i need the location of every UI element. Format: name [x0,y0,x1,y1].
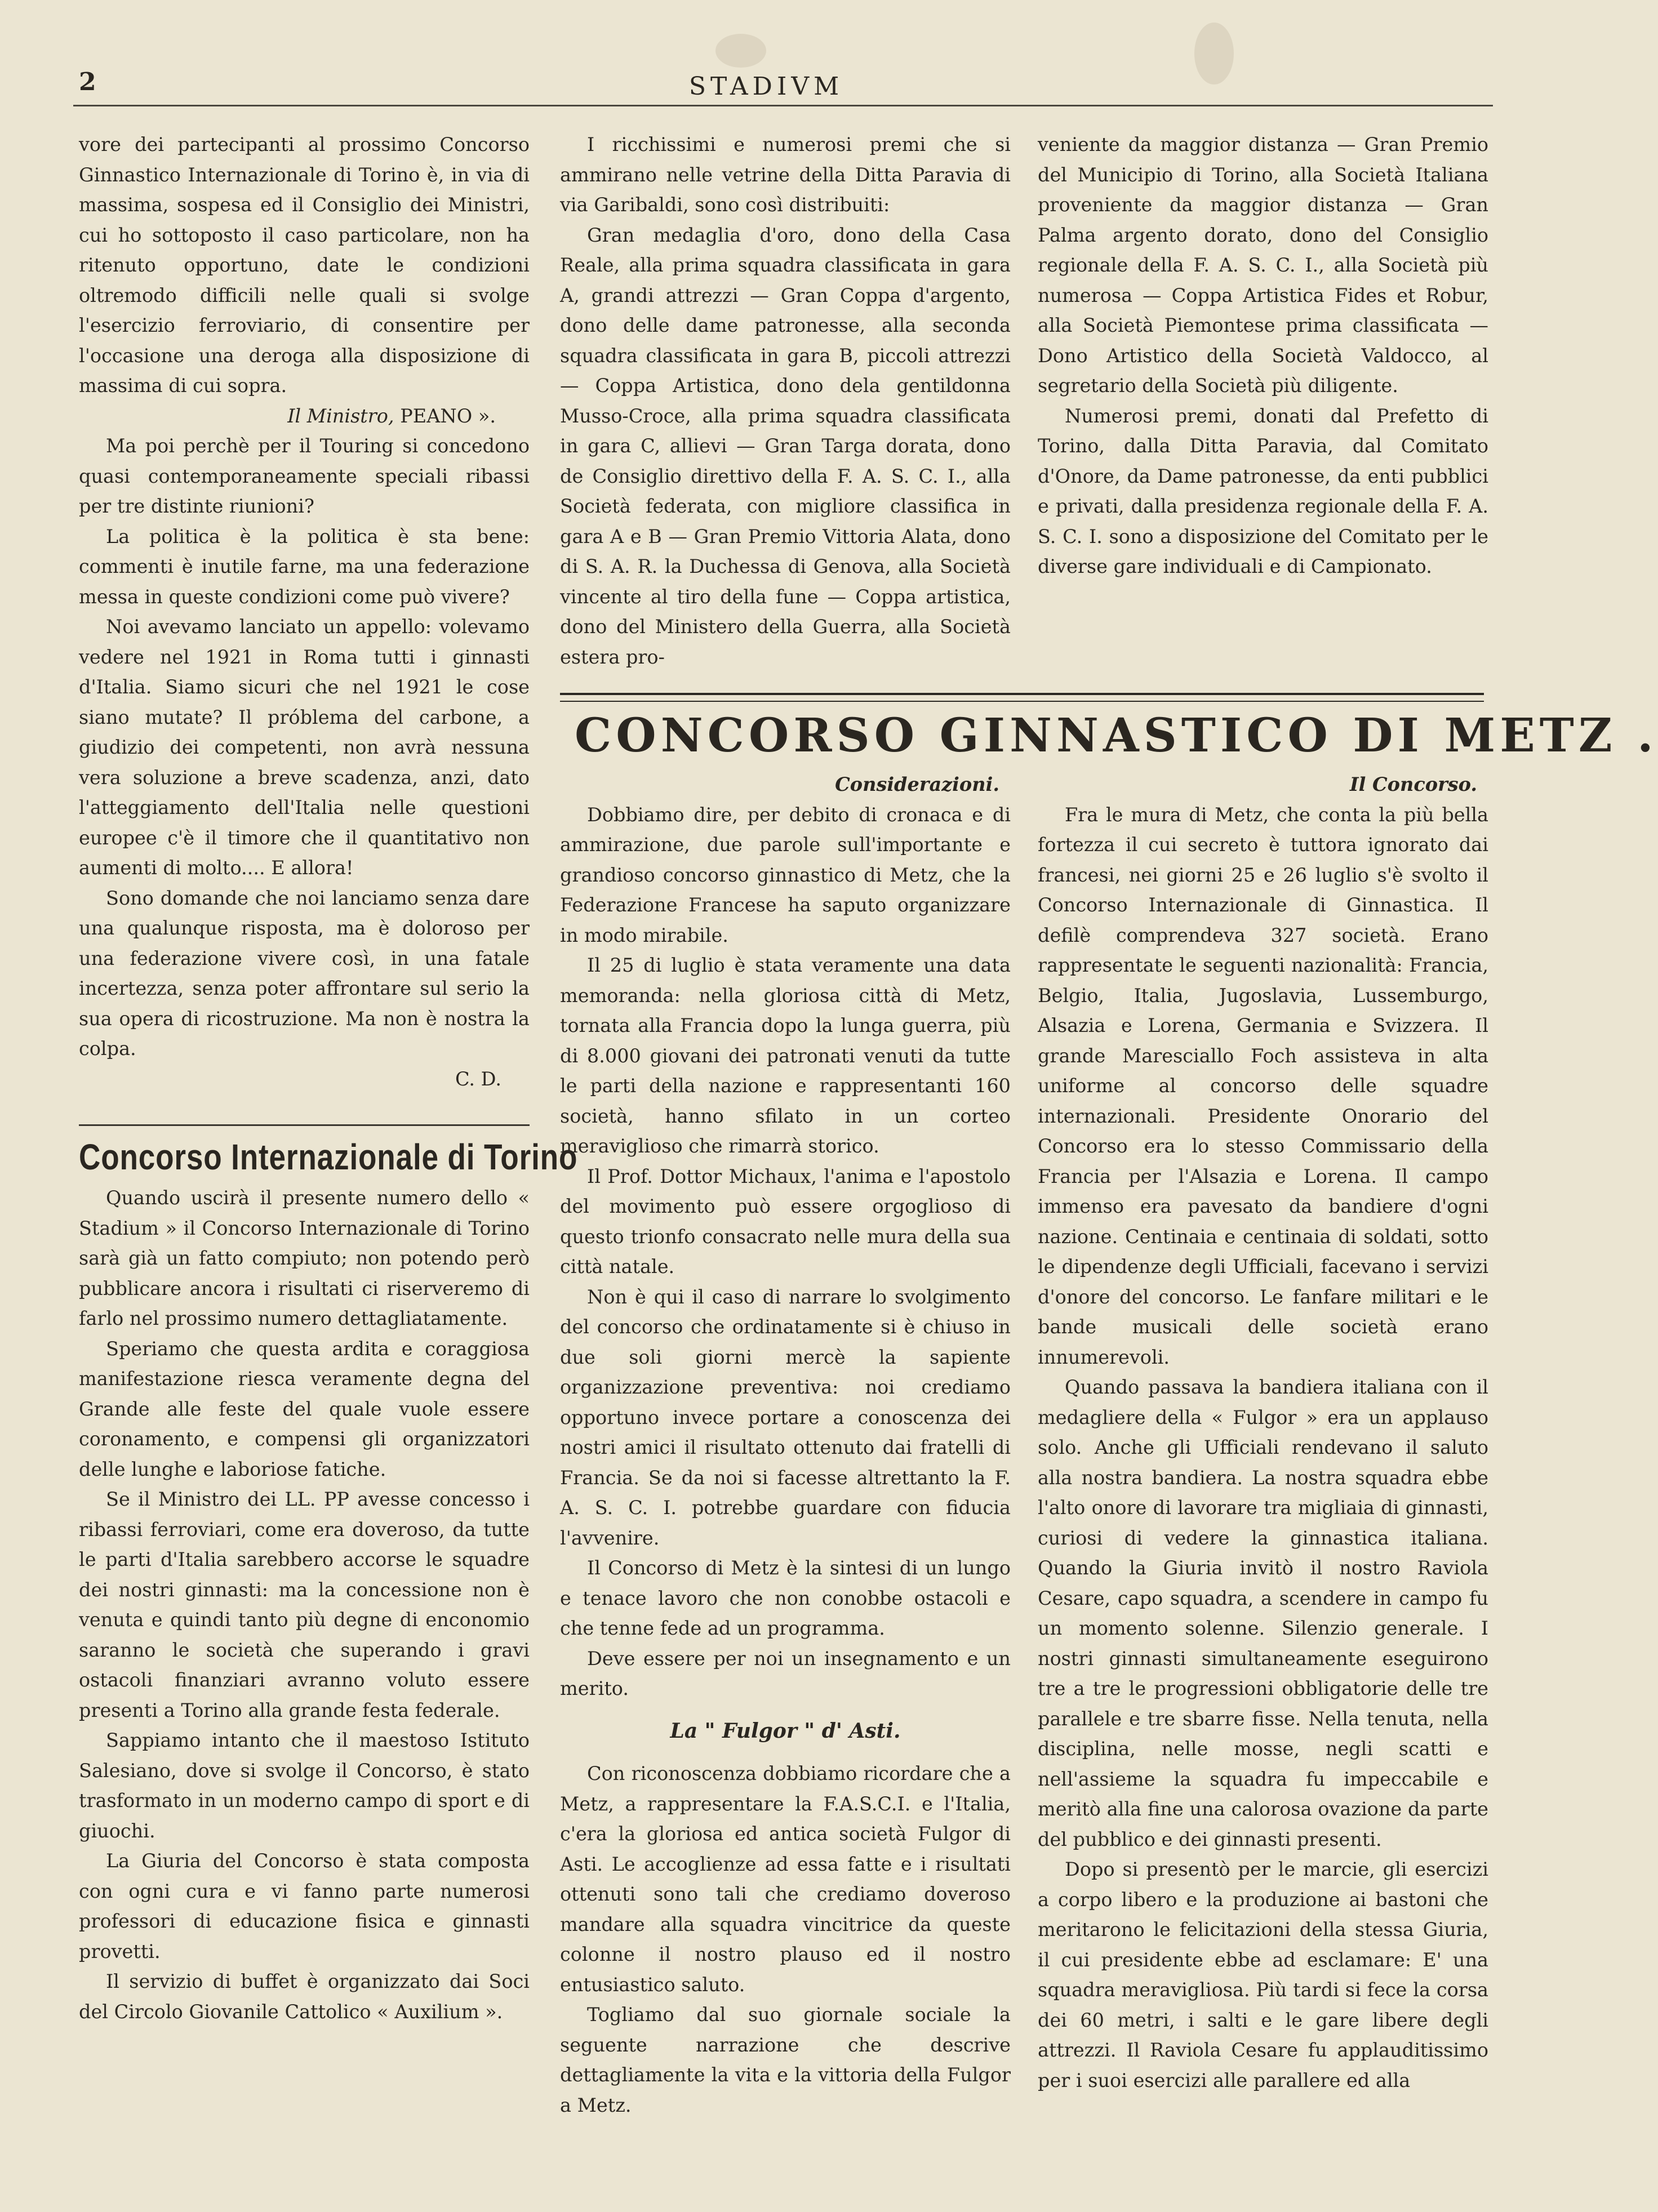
metz-section-title: CONCORSO GINNASTICO DI METZ . [575,709,1658,763]
paragraph: Dobbiamo dire, per debito di cronaca e di ammirazione, due parole sull'importante e grandioso concorso ginnastico di Metz, che la Federazione Francese ha saputo organizzare in modo mirabile. [560,803,1011,946]
paragraph: Sono domande che noi lanciamo senza dare una qualunque risposta, ma è doloroso per una federazione vivere così, in una fatale incertezza, senza poter affrontare sul serio la sua opera di ricostruzione. Ma non è nostra la colpa. [79,887,530,1060]
paragraph: Il Concorso di Metz è la sintesi di un lungo e tenace lavoro che non conobbe ostacoli e che tenne fede ad un programma. [560,1557,1011,1639]
signature-title: Il Ministro, [287,404,394,427]
paragraph: Togliamo dal suo giornale sociale la seguente narrazione che descrive dettagliamente la vita e la vittoria della Fulgor a Metz. [560,2004,1011,2116]
paragraph: Deve essere per noi un insegnamento e un merito. [560,1647,1011,1699]
paragraph: vore dei partecipanti al prossimo Concorso Ginnastico Internazionale di Torino è, in via di massima, sospesa ed il Consiglio dei Ministri, cui ho sottoposto il caso particolare, non ha ritenuto opportuno, date le condizioni oltremodo difficili nelle quali si svolge l'esercizio ferroviario, di consentire per l'occasione una deroga alla disposizione di massima di cui sopra. [79,133,530,397]
paragraph: Non è qui il caso di narrare lo svolgimento del concorso che ordinatamente si è chiuso in due soli giorni mercè la sapiente organizzazione preventiva: noi crediamo opportuno invece portare a conoscenza dei nostri amici il risultato ottenuto dai fratelli di Francia. Se da noi si facesse altrettanto la F. A. S. C. I. potrebbe guardare con fiducia l'avvenire. [560,1285,1011,1549]
metz-considerazioni [560,769,1011,2120]
paragraph: Il 25 di luglio è stata veramente una data memoranda: nella gloriosa città di Metz, tornata alla Francia dopo la lunga guerra, più di 8.000 giovani dei patronati venuti da tutte le parti della nazione e rappresentanti 160 società, hanno sfilato in un corteo meraviglioso che rimarrà storico. [560,954,1011,1157]
paragraph: Numerosi premi, donati dal Prefetto di Torino, dalla Ditta Paravia, dal Comitato d'Onore, da Dame patronesse, da enti pubblici e privati, dalla presidenza regionale della F. A. S. C. I. sono a disposizione del Comitato per le diverse gare individuali e di Campionato. [1038,404,1488,577]
subheading-fulgor: La " Fulgor " d' Asti. [670,1719,901,1743]
paper-stain [1194,23,1234,84]
masthead: STADIVM [688,72,844,101]
signature-line [79,401,530,431]
paragraph: Sappiamo intanto che il maestoso Istituto Salesiano, dove si svolge il Concorso, è stato trasformato in un moderno campo di sport e di giuochi. [79,1729,530,1842]
paragraph: veniente da maggior distanza — Gran Premio del Municipio di Torino, alla Società Italiana proveniente da maggior distanza — Gran Palma argento dorato, dono del Consiglio regionale della F. A. S. C. I., alla Società più numerosa — Coppa Artistica Fides et Robur, alla Società Piemontese prima classificata — Dono Artistico della Società Valdocco, al segretario della Società più diligente. [1038,133,1488,397]
signature-name: PEANO ». [400,404,496,427]
column-2-top [560,130,1011,672]
paragraph: Quando uscirà il presente numero dello « Stadium » il Concorso Internazionale di Torino sarà già un fatto compiuto; non potendo però pubblicare ancora i risultati ci riserveremo di farlo nel prossimo numero dettagliatamente. [79,1187,530,1329]
column-3-top [1038,130,1488,582]
paragraph: La Giuria del Concorso è stata composta con ogni cura e vi fanno parte numerosi professori di educazione fisica e ginnasti provetti. [79,1850,530,1962]
paragraph: Gran medaglia d'oro, dono della Casa Reale, alla prima squadra classificata in gara A, grandi attrezzi — Gran Coppa d'argento, dono delle dame patronesse, alla seconda squadra classificata in gara B, piccoli attrezzi — Coppa Artistica, dono dela gentildonna Musso-Croce, alla prima squadra classificata in gara C, allievi — Gran Targa dorata, dono de Consiglio direttivo della F. A. S. C. I., alla Società federata, con migliore classifica in gara A e B — Gran Premio Vittoria Alata, dono di S. A. R. la Duchessa di Genova, alla Società vincente al tiro della fune — Coppa artistica, dono del Ministero della Guerra, alla Società estera pro- [560,224,1011,668]
paragraph: Il Prof. Dottor Michaux, l'anima e l'apostolo del movimento può essere orgoglioso di questo trionfo consacrato nelle mura della sua città natale. [560,1165,1011,1278]
column-1-top [79,130,530,1094]
paragraph: La politica è la politica è sta bene: commenti è inutile farne, ma una federazione messa in queste condizioni come può vivere? [79,525,530,608]
page-number: 2 [79,68,96,96]
signature-initials: C. D. [455,1067,501,1090]
paragraph: Speriamo che questa ardita e coraggiosa manifestazione riesca veramente degna del Grande alle feste del quale vuole essere coronamento, e compensi gli organizzatori delle lunghe e laboriose fatiche. [79,1337,530,1480]
turin-article [79,1183,530,2027]
paper-stain [715,34,766,68]
section-double-rule [560,693,1484,702]
subheading-considerazioni: Considerazioni. [835,773,999,795]
paragraph: I ricchissimi e numerosi premi che si ammirano nelle vetrine della Ditta Paravia di via Garibaldi, sono così distribuiti: [560,133,1011,216]
section-rule [79,1124,530,1126]
paragraph: Quando passava la bandiera italiana con il medagliere della « Fulgor » era un applauso solo. Anche gli Ufficiali rendevano il saluto alla nostra bandiera. La nostra squadra ebbe l'alto onore di lavorare tra migliaia di ginnasti, curiosi di vedere la ginnastica italiana. Quando la Giuria invitò il nostro Raviola Cesare, capo squadra, a scendere in campo fu un momento solenne. Silenzio generale. I nostri ginnasti simultaneamente eseguirono tre a tre le progressioni obbligatorie delle tre parallele e tre sbarre fisse. Nella tenuta, nella disciplina, nelle mosse, negli scatti e nell'assieme la squadra fu impeccabile e meritò alla fine una calorosa ovazione da parte del pubblico e dei ginnasti presenti. [1038,1376,1488,1850]
paragraph: Noi avevamo lanciato un appello: volevamo vedere nel 1921 in Roma tutti i ginnasti d'Italia. Siamo sicuri che nel 1921 le cose siano mutate? Il próblema del carbone, a giudizio dei competenti, non avrà nessuna vera soluzione a breve scadenza, anzi, dato l'atteggiamento dell'Italia nelle questioni europee c'è il timore che il quantitativo non aumenti di molto.... E allora! [79,616,530,879]
paragraph: Fra le mura di Metz, che conta la più bella fortezza il cui secreto è tuttora ignorato dai francesi, nei giorni 25 e 26 luglio s'è svolto il Concorso Internazionale di Ginnastica. Il defilè comprendeva 327 società. Erano rappresentate le seguenti nazionalità: Francia, Belgio, Italia, Jugoslavia, Lussemburgo, Alsazia e Lorena, Germania e Svizzera. Il grande Maresciallo Foch assisteva in alta uniforme al concorso delle squadre internazionali. Presidente Onorario del Concorso era lo stesso Commissario della Francia per l'Alsazia e Lorena. Il campo immenso era pavesato da bandiere d'ogni nazione. Centinaia e centinaia di soldati, sotto le dipendenze degli Ufficiali, facevano i servizi d'onore del concorso. Le fanfare militari e le bande musicali delle società erano innumerevoli. [1038,803,1488,1368]
header-rule [73,105,1493,106]
paragraph: Ma poi perchè per il Touring si concedono quasi contemporaneamente speciali ribassi per tre distinte riunioni? [79,435,530,517]
subheading-concorso: Il Concorso. [1349,773,1477,795]
turin-section-title: Concorso Internazionale di Torino [79,1137,578,1177]
paragraph: Se il Ministro dei LL. PP avesse concesso i ribassi ferroviari, come era doveroso, da tutte le parti d'Italia sarebbero accorse le squadre dei nostri ginnasti: ma la concessione non è venuta e quindi tanto più degne di enconomio saranno le società che superando i gravi ostacoli finanziari avranno voluto essere presenti a Torino alla grande festa federale. [79,1488,530,1721]
metz-concorso [1038,769,1488,2095]
paragraph: Con riconoscenza dobbiamo ricordare che a Metz, a rappresentare la F.A.S.C.I. e l'Italia, c'era la gloriosa ed antica società Fulgor di Asti. Le accoglienze ad essa fatte e i risultati ottenuti sono tali che crediamo doveroso mandare alla squadra vincitrice da queste colonne il nostro plauso ed il nostro entusiastico saluto. [560,1763,1011,1996]
paragraph: Dopo si presentò per le marcie, gli esercizi a corpo libero e la produzione ai bastoni che meritarono le felicitazioni della stessa Giuria, il cui presidente ebbe ad esclamare: E' una squadra meravigliosa. Più tardi si fece la corsa dei 60 metri, i salti e le gare libere degli attrezzi. Il Raviola Cesare fu applauditissimo per i suoi esercizi alle parallere ed alla [1038,1858,1488,2091]
paragraph: Il servizio di buffet è organizzato dai Soci del Circolo Giovanile Cattolico « Auxilium ». [79,1970,530,2023]
